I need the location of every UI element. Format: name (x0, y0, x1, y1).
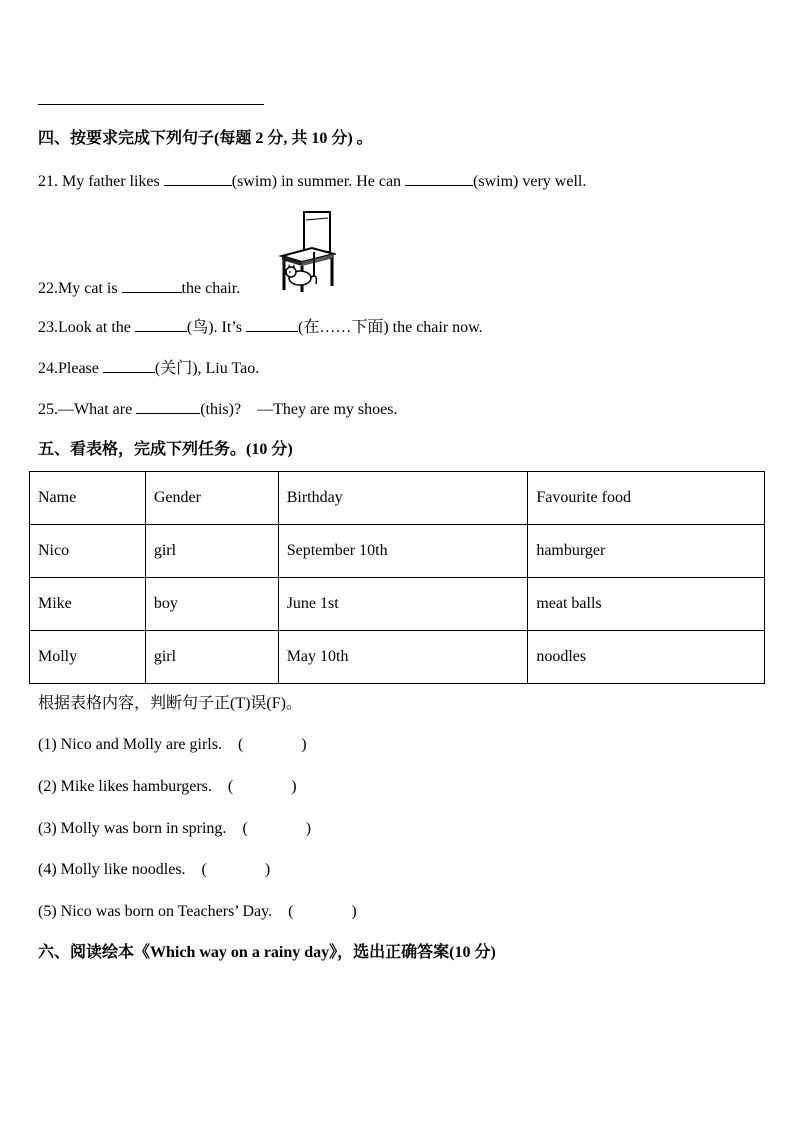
answer-paren-open: ( (237, 736, 244, 753)
table-row (30, 631, 765, 684)
table-cell: Molly (30, 631, 146, 684)
table-cell: Nico (30, 525, 146, 578)
q24-text-2: (关门), Liu Tao. (154, 360, 260, 377)
q22-text-2: the chair. (181, 280, 241, 297)
table-row (30, 578, 765, 631)
table-cell: girl (145, 525, 278, 578)
tf-item-1 (38, 735, 307, 755)
section4-title: 四、按要求完成下列句子(每题 2 分, 共 10 分) 。 (38, 130, 373, 147)
table-cell: girl (145, 631, 278, 684)
tf-item-2 (38, 777, 297, 797)
answer-paren-close: ) (301, 736, 307, 753)
q23-text-3: (在……下面) the chair now. (297, 319, 483, 336)
tf-item-4 (38, 860, 270, 880)
table-cell: Mike (30, 578, 146, 631)
q22-text-1: 22.My cat is (38, 280, 122, 297)
answer-paren-close: ) (291, 778, 297, 795)
q21-blank-2[interactable] (405, 171, 473, 186)
question-24 (38, 358, 259, 379)
answer-paren-close: ) (264, 861, 271, 878)
table-header-cell: Name (30, 472, 146, 525)
q23-text-1: 23.Look at the (38, 319, 135, 336)
answer-paren-open: ( (227, 778, 234, 795)
table-header-row (30, 472, 765, 525)
answer-paren-close: ) (305, 820, 312, 837)
tf-item-3 (38, 819, 311, 839)
table-header-cell: Birthday (278, 472, 528, 525)
tf-instruction: 根据表格内容，判断句子正(T)误(F)。 (38, 695, 302, 712)
table-row (30, 525, 765, 578)
table-cell: noodles (528, 631, 765, 684)
q25-text-2: (this)? (200, 401, 242, 418)
q22-blank[interactable] (122, 278, 182, 293)
table-header-cell: Favourite food (528, 472, 765, 525)
q24-text-1: 24.Please (38, 360, 103, 377)
q21-text-2: (swim) in summer. He can (231, 173, 406, 190)
table-cell: boy (145, 578, 278, 631)
q25-text-1: 25.—What are (38, 401, 137, 418)
tf-item-text: (3) Molly was born in spring. (38, 820, 227, 837)
tf-item-text: (2) Mike likes hamburgers. (38, 778, 212, 795)
question-23 (38, 317, 483, 338)
answer-paren-close: ) (351, 903, 357, 920)
q23-blank-1[interactable] (135, 317, 187, 332)
section6-book-title: Which way on a rainy day (150, 944, 330, 961)
question-22 (38, 278, 240, 299)
q21-text-1: . My father likes (54, 173, 164, 190)
q23-blank-2[interactable] (246, 317, 298, 332)
question-21 (38, 171, 586, 192)
section6-title-suffix: 》，选出正确答案(10 分) (329, 944, 496, 961)
top-divider (38, 104, 264, 105)
table-cell: May 10th (278, 631, 528, 684)
q21-number: 21 (38, 173, 54, 190)
table-cell: meat balls (528, 578, 765, 631)
table-cell: June 1st (278, 578, 528, 631)
tf-item-text: (1) Nico and Molly are girls. (38, 736, 222, 753)
tf-item-text: (5) Nico was born on Teachers’ Day. (38, 903, 273, 920)
section6-title-prefix: 六、阅读绘本《 (38, 944, 151, 961)
answer-paren-open: ( (288, 903, 294, 920)
table-cell: hamburger (528, 525, 765, 578)
table-header-cell: Gender (145, 472, 278, 525)
chair-with-cat-icon (276, 210, 336, 294)
q21-text-3: (swim) very well. (473, 173, 587, 190)
answer-paren-open: ( (201, 861, 207, 878)
tf-item-text: (4) Molly like noodles. (38, 861, 186, 878)
section6-title (38, 943, 496, 963)
q23-text-2: (鸟). It’s (186, 319, 246, 336)
q25-text-3: —They are my shoes. (257, 401, 398, 418)
info-table (29, 471, 765, 684)
q25-blank[interactable] (136, 399, 200, 414)
table-cell: September 10th (278, 525, 528, 578)
tf-item-5 (38, 902, 357, 922)
answer-paren-open: ( (242, 820, 248, 837)
q24-blank[interactable] (103, 358, 155, 373)
section5-title: 五、看表格，完成下列任务。(10 分) (38, 441, 293, 458)
question-25 (38, 399, 397, 420)
q21-blank-1[interactable] (164, 171, 232, 186)
